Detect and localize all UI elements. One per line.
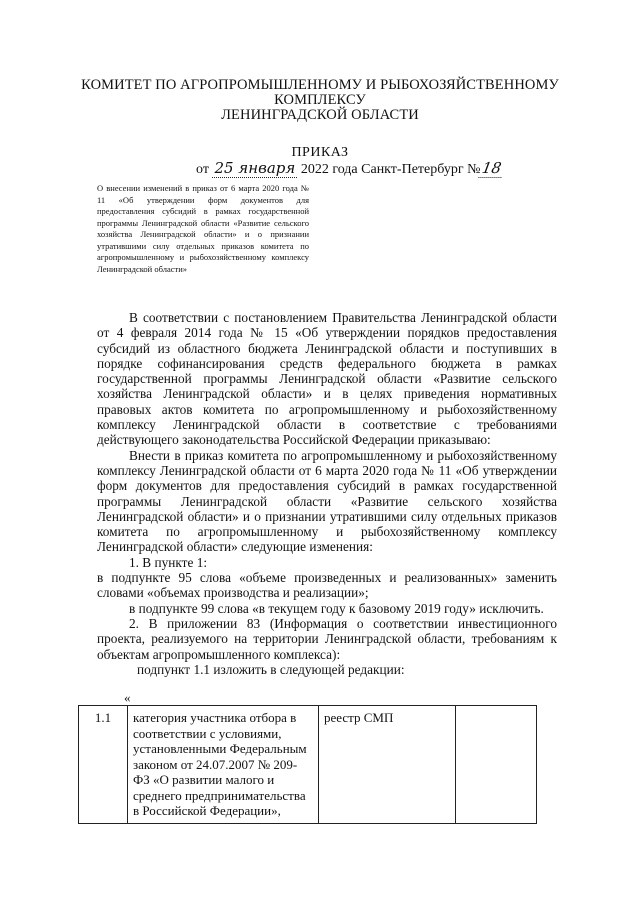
- handwritten-date: 25 января: [214, 159, 296, 177]
- header-line-1: КОМИТЕТ ПО АГРОПРОМЫШЛЕННОМУ И РЫБОХОЗЯЙСТВЕННОМУ: [81, 77, 559, 93]
- header-line-3: ЛЕНИНГРАДСКОЙ ОБЛАСТИ: [221, 107, 419, 123]
- table-cell-source: реестр СМП: [319, 706, 456, 824]
- paragraph-subitem-1-1: подпункт 1.1 изложить в следующей редакции:: [137, 661, 405, 677]
- paragraph-subitem-99: в подпункте 99 слова «в текущем году к базовому 2019 году» исключить.: [129, 600, 544, 616]
- paragraph-item-2: 2. В приложении 83 (Информация о соответствии инвестиционного проекта, реализуемого на территории Ленинградской области, требованиям к объектам агропромышленного комплекса):: [97, 615, 557, 662]
- document-type: ПРИКАЗ: [291, 145, 349, 160]
- document-body: [97, 310, 557, 677]
- paragraph-preamble: В соответствии с постановлением Правительства Ленинградской области от 4 февраля 2014 года № 15 «Об утверждении порядков предоставления субсидий из областного бюджета Ленинградской области и поступивших в порядке софинансирования средств федерального бюджета в рамках государственной программы Ленинградской области «Развитие сельского хозяйства Ленинградской области» и в целях приведения нормативных правовых актов комитета по агропромышленному и рыбохозяйственному комплексу Ленинградской области в соответствие с требованиями действующего законодательства Российской Федерации приказываю:: [97, 310, 557, 448]
- document-subject: О внесении изменений в приказ от 6 марта 2020 года № 11 «Об утверждении форм документов для предоставления субсидий в рамках государственной программы Ленинградской области «Развитие сельского хозяйства Ленинградской области» и о признании утратившими силу отдельных приказов комитета по агропромышленному и рыбохозяйственному комплексу Ленинградской области»: [97, 183, 309, 274]
- table-cell-criterion: категория участника отбора в соответствии с условиями, установленными Федеральным законом от 24.07.2007 № 209-ФЗ «О развитии малого и среднего предпринимательства в Российской Федерации»,: [128, 706, 319, 824]
- handwritten-number: 18: [479, 159, 505, 178]
- header-line-2: КОМПЛЕКСУ: [274, 92, 366, 108]
- table-row: [79, 706, 583, 824]
- date-prefix: от: [196, 162, 209, 177]
- table-cell-margin: [537, 706, 583, 824]
- opening-quote: «: [124, 690, 131, 705]
- document-header: [60, 78, 580, 123]
- table-cell-value: [456, 706, 537, 824]
- table-cell-number: 1.1: [79, 706, 128, 824]
- date-suffix: 2022 года Санкт-Петербург №: [300, 162, 481, 177]
- paragraph-amend: Внести в приказ комитета по агропромышленному и рыбохозяйственному комплексу Ленинградской области от 6 марта 2020 года № 11 «Об утверждении форм документов для предоставления субсидий в рамках государственной программы Ленинградской области «Развитие сельского хозяйства Ленинградской области» и о признании утратившими силу отдельных приказов комитета по агропромышленному и рыбохозяйственному комплексу Ленинградской области» следующие изменения:: [97, 447, 557, 555]
- amendment-table: [78, 705, 582, 824]
- paragraph-item-1: 1. В пункте 1:: [129, 554, 208, 570]
- paragraph-subitem-95: в подпункте 95 слова «объеме произведенных и реализованных» заменить словами «объемах производства и реализации»;: [97, 570, 557, 601]
- date-line: [196, 159, 504, 178]
